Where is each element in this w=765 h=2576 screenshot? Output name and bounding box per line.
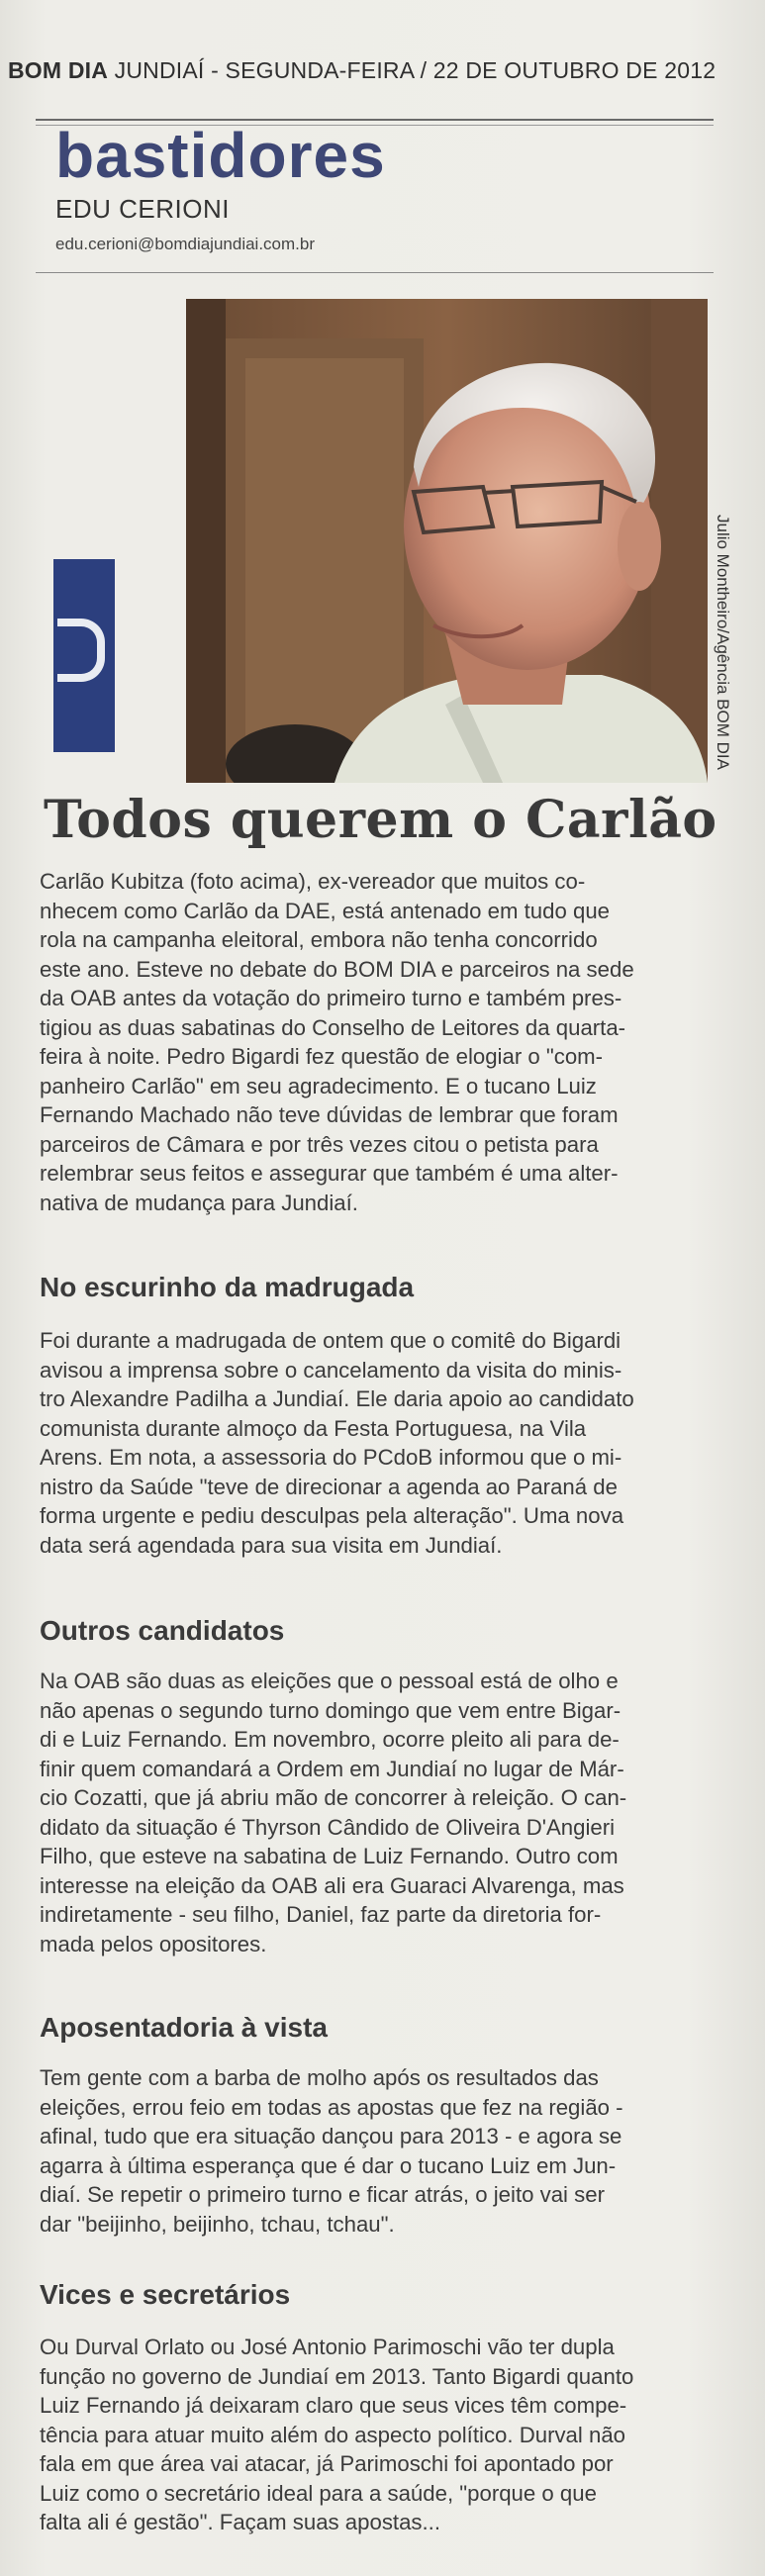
column-author: EDU CERIONI (55, 194, 230, 224)
paragraph-1 (40, 1326, 713, 1560)
text-line: indiretamente - seu filho, Daniel, faz parte da diretoria for- (40, 1902, 602, 1927)
photo-credit-text: Julio Montheiro/Agência BOM DIA (714, 515, 732, 770)
text-line: Luiz como o secretário ideal para a saúde, "porque o que (40, 2480, 597, 2506)
text-line: interesse na eleição da OAB ali era Guaraci Alvarenga, mas (40, 1872, 624, 1898)
subhead-2: Outros candidatos (40, 1615, 285, 1646)
headline: Todos querem o Carlão (44, 790, 717, 850)
text-line: não apenas o segundo turno domingo que vem entre Bigar- (40, 1697, 622, 1723)
text-line: afinal, tudo que era situação dançou para 2013 - e agora se (40, 2124, 622, 2148)
text-line: diaí. Se repetir o primeiro turno e ficar atrás, o jeito vai ser (40, 2182, 605, 2207)
text-line: Tem gente com a barba de molho após os resultados das (40, 2065, 599, 2090)
paragraph-2 (40, 1667, 713, 1958)
column-title: bastidores (55, 120, 386, 191)
text-line: relembrar seus feitos e assegurar que também é uma alter- (40, 1161, 619, 1186)
text-line: tência para atuar muito além do aspecto político. Durval não (40, 2422, 625, 2447)
text-line: feira à noite. Pedro Bigardi fez questão de elogiar o "com- (40, 1044, 604, 1069)
text-line: cio Cozatti, que já abriu mão de concorrer à releição. O can- (40, 1785, 627, 1810)
text-line: avisou a imprensa sobre o cancelamento da visita do minis- (40, 1357, 622, 1383)
text-line: nativa de mudança para Jundiaí. (40, 1190, 358, 1215)
text-line: função no governo de Jundiaí em 2013. Tanto Bigardi quanto (40, 2363, 634, 2389)
text-line: Ou Durval Orlato ou José Antonio Parimoschi vão ter dupla (40, 2335, 615, 2359)
portrait-photo (186, 299, 708, 783)
text-line: Carlão Kubitza (foto acima), ex-vereador que muitos co- (40, 869, 586, 894)
text-line: mada pelos opositores. (40, 1931, 267, 1956)
text-line: da OAB antes da votação do primeiro turno e também pres- (40, 986, 622, 1010)
text-line: Luiz Fernando já deixaram claro que seus vices têm compe- (40, 2393, 627, 2418)
text-line: Fernando Machado não teve dúvidas de lembrar que foram (40, 1102, 619, 1127)
text-line: panheiro Carlão" em seu agradecimento. E o tucano Luiz (40, 1073, 597, 1098)
paragraph-4 (40, 2333, 713, 2537)
text-line: finir quem comandará a Ordem em Jundiaí no lugar de Már- (40, 1756, 624, 1781)
text-line: falta ali é gestão". Façam suas apostas... (40, 2510, 440, 2534)
text-line: este ano. Esteve no debate do BOM DIA e parceiros na sede (40, 956, 634, 982)
text-line: parceiros de Câmara e por três vezes citou o petista para (40, 1131, 599, 1157)
text-line: forma urgente e pediu desculpas pela alteração". Uma nova (40, 1503, 624, 1528)
text-line: di e Luiz Fernando. Em novembro, ocorre pleito ali para de- (40, 1727, 620, 1752)
subhead-1: No escurinho da madrugada (40, 1272, 415, 1302)
column-email: edu.cerioni@bomdiajundiai.com.br (55, 235, 316, 253)
text-line: eleições, errou feio em todas as apostas que fez na região - (40, 2094, 623, 2120)
text-line: nhecem como Carlão da DAE, está antenado em tudo que (40, 898, 610, 923)
text-line: Foi durante a madrugada de ontem que o comitê do Bigardi (40, 1328, 622, 1353)
text-line: fala em que área vai atacar, já Parimoschi foi apontado por (40, 2451, 614, 2476)
logo-mark (57, 619, 105, 682)
photo-credit (711, 515, 740, 792)
text-line: tro Alexandre Padilha a Jundiaí. Ele daria apoio ao candidato (40, 1386, 634, 1411)
lead-paragraph (40, 867, 713, 1217)
masthead (8, 57, 720, 91)
subhead-4: Vices e secretários (40, 2279, 291, 2310)
text-line: data será agendada para sua visita em Jundiaí. (40, 1532, 503, 1558)
paragraph-3 (40, 2063, 713, 2239)
text-line: agarra à última esperança que é dar o tucano Luiz em Jun- (40, 2152, 617, 2178)
text-line: didato da situação é Thyrson Cândido de Oliveira D'Angieri (40, 1814, 616, 1840)
text-line: Na OAB são duas as eleições que o pessoal está de olho e (40, 1669, 619, 1693)
logo-fragment (53, 559, 115, 752)
text-line: Filho, que esteve na sabatina de Luiz Fernando. Outro com (40, 1844, 619, 1868)
text-line: Arens. Em nota, a assessoria do PCdoB informou que o mi- (40, 1445, 622, 1470)
paper-name: BOM DIA (8, 57, 109, 83)
text-line: dar "beijinho, beijinho, tchau, tchau". (40, 2211, 395, 2237)
text-line: nistro da Saúde "teve de direcionar a agenda ao Paraná de (40, 1474, 618, 1499)
text-line: rola na campanha eleitoral, embora não tenha concorrido (40, 927, 598, 952)
dateline: JUNDIAÍ - SEGUNDA-FEIRA / 22 DE OUTUBRO DE 2012 (108, 57, 717, 83)
header-divider (36, 272, 714, 273)
portrait-illustration (186, 299, 708, 783)
subhead-3: Aposentadoria à vista (40, 2012, 328, 2043)
text-line: tigiou as duas sabatinas do Conselho de Leitores da quarta- (40, 1014, 626, 1040)
text-line: comunista durante almoço da Festa Portuguesa, na Vila (40, 1415, 587, 1441)
